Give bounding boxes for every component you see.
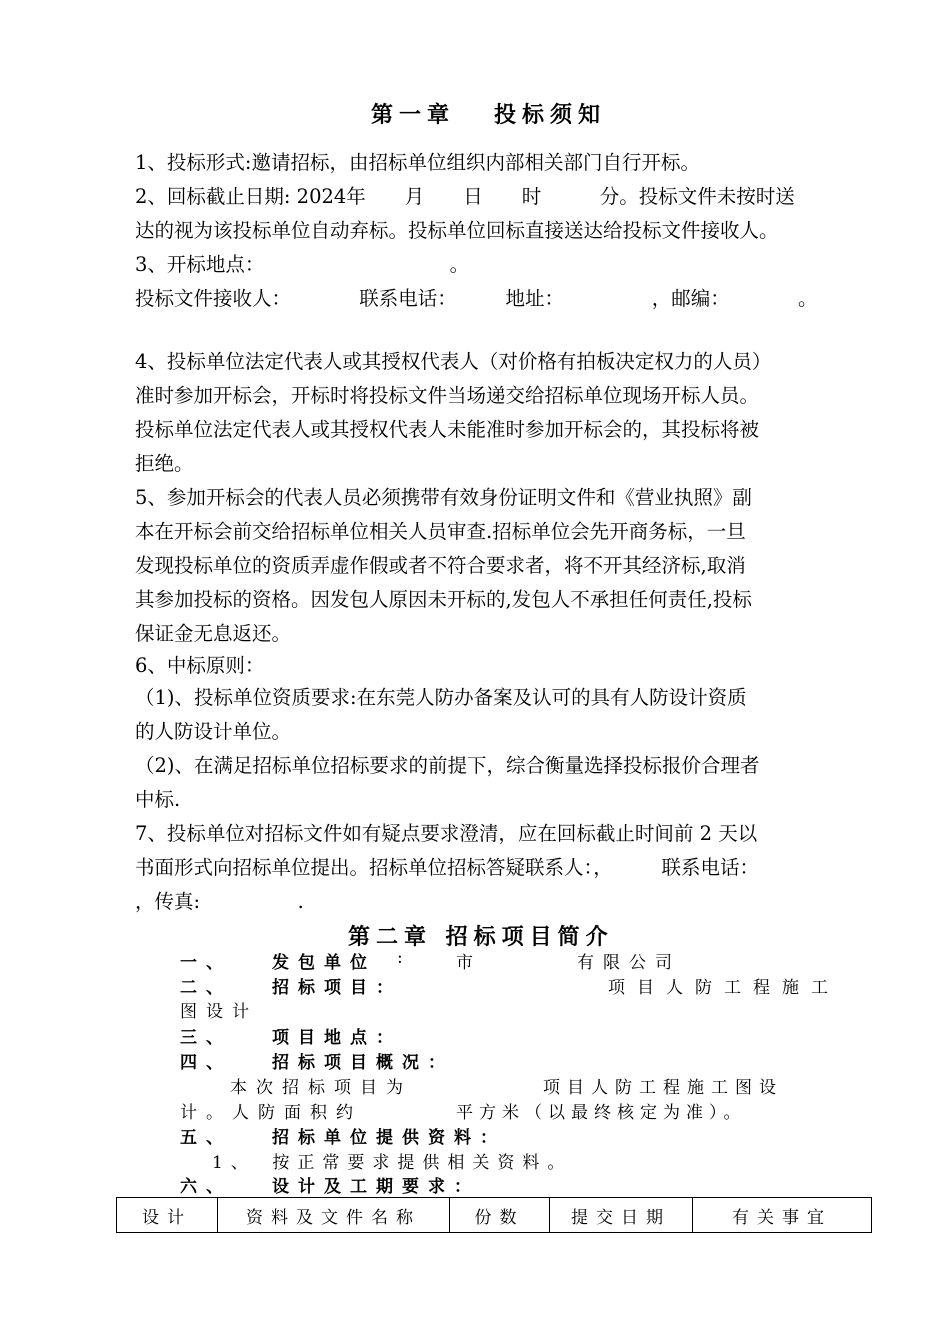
section6-number: 六、: [180, 1177, 232, 1197]
chapter2-title: 第二章 招标项目简介: [348, 924, 614, 950]
section2-number: 二、: [180, 978, 232, 998]
ch1-line-12: 发现投标单位的资质弄虚作假或者不符合要求者，将不开其经济标,取消: [135, 554, 746, 577]
ch1-line-22: ，传真: .: [135, 890, 304, 913]
section5-label: 招标单位提供资料：: [272, 1128, 506, 1148]
section4-label: 招标项目概况：: [272, 1053, 454, 1073]
ch1-line-2: 2、回标截止日期: 2024年 月 日 时 分。投标文件未按时送: [135, 185, 795, 208]
section1-company: 有限公司: [577, 953, 681, 973]
ch1-line-15: 6、中标原则：: [135, 654, 265, 677]
section4-number: 四、: [180, 1053, 232, 1073]
table-header-remarks: 有关事宜: [693, 1198, 872, 1233]
ch1-line-19: 中标.: [135, 788, 181, 811]
ch1-line-17: 的人防设计单位。: [135, 720, 292, 743]
ch1-line-16: （1)、投标单位资质要求:在东莞人防办备案及认可的具有人防设计资质: [135, 686, 747, 709]
requirements-table: [116, 1197, 872, 1233]
ch1-line-10: 5、参加开标会的代表人员必须携带有效身份证明文件和《营业执照》副: [135, 486, 752, 509]
chapter1-title-part2: 投标须知: [494, 102, 607, 128]
section3-number: 三、: [180, 1028, 232, 1048]
table-header-row: [117, 1198, 872, 1233]
table-header-submit-date: 提交日期: [550, 1198, 693, 1233]
section3-label: 项目地点：: [272, 1028, 402, 1048]
section5-item-1: 1、 按正常要求提供相关资料。: [212, 1153, 573, 1173]
section1-colon: :: [397, 948, 412, 968]
ch1-line-20: 7、投标单位对招标文件如有疑点要求澄清，应在回标截止时间前 2 天以: [135, 822, 758, 845]
section5-number: 五、: [180, 1128, 232, 1148]
ch1-line-7: 准时参加开标会，开标时将投标文件当场递交给招标单位现场开标人员。: [135, 384, 760, 407]
ch1-line-8: 投标单位法定代表人或其授权代表人未能准时参加开标会的，其投标将被: [135, 418, 760, 441]
ch1-line-13: 其参加投标的资格。因发包人原因未开标的,发包人不承担任何责任,投标: [135, 588, 752, 611]
chapter1-title-part1: 第一章: [371, 102, 456, 128]
section4-line1-part1: 本次招标项目为: [230, 1078, 412, 1098]
section4-line2-part2: 平方米（以最终核定为准）。: [456, 1103, 747, 1123]
table-header-document-name: 资料及文件名称: [218, 1198, 450, 1233]
section2-value-continued: 图设计: [180, 1002, 258, 1022]
ch1-line-9: 拒绝。: [135, 452, 194, 475]
ch1-line-1: 1、投标形式:邀请招标，由招标单位组织内部相关部门自行开标。: [135, 151, 700, 174]
section4-line1-part2: 项目人防工程施工图设: [543, 1078, 783, 1098]
section2-value: 项目人防工程施工: [608, 978, 840, 998]
table-header-copies: 份数: [450, 1198, 550, 1233]
ch1-line-21: 书面形式向招标单位提出。招标单位招标答疑联系人：， 联系电话：: [135, 856, 760, 879]
section2-label: 招标项目：: [272, 978, 402, 998]
section6-label: 设计及工期要求：: [272, 1177, 480, 1197]
ch1-line-3: 达的视为该投标单位自动弃标。投标单位回标直接送达给投标文件接收人。: [135, 219, 779, 242]
ch1-line-5: 投标文件接收人： 联系电话： 地址： ，邮编： 。: [135, 287, 818, 310]
section1-city: 市: [456, 953, 482, 973]
ch1-line-4: 3、开标地点： 。: [135, 253, 470, 276]
ch1-line-18: （2)、在满足招标单位招标要求的前提下，综合衡量选择投标报价合理者: [135, 754, 760, 777]
table-header-design: 设计: [117, 1198, 218, 1233]
section4-line2-part1: 计。人防面积约: [180, 1103, 362, 1123]
ch1-line-6: 4、投标单位法定代表人或其授权代表人（对价格有拍板决定权力的人员）: [135, 350, 772, 373]
ch1-line-11: 本在开标会前交给招标单位相关人员审查.招标单位会先开商务标，一旦: [135, 520, 746, 543]
section1-label: 发包单位: [272, 953, 376, 973]
ch1-line-14: 保证金无息返还。: [135, 622, 292, 645]
section1-number: 一、: [180, 953, 232, 973]
